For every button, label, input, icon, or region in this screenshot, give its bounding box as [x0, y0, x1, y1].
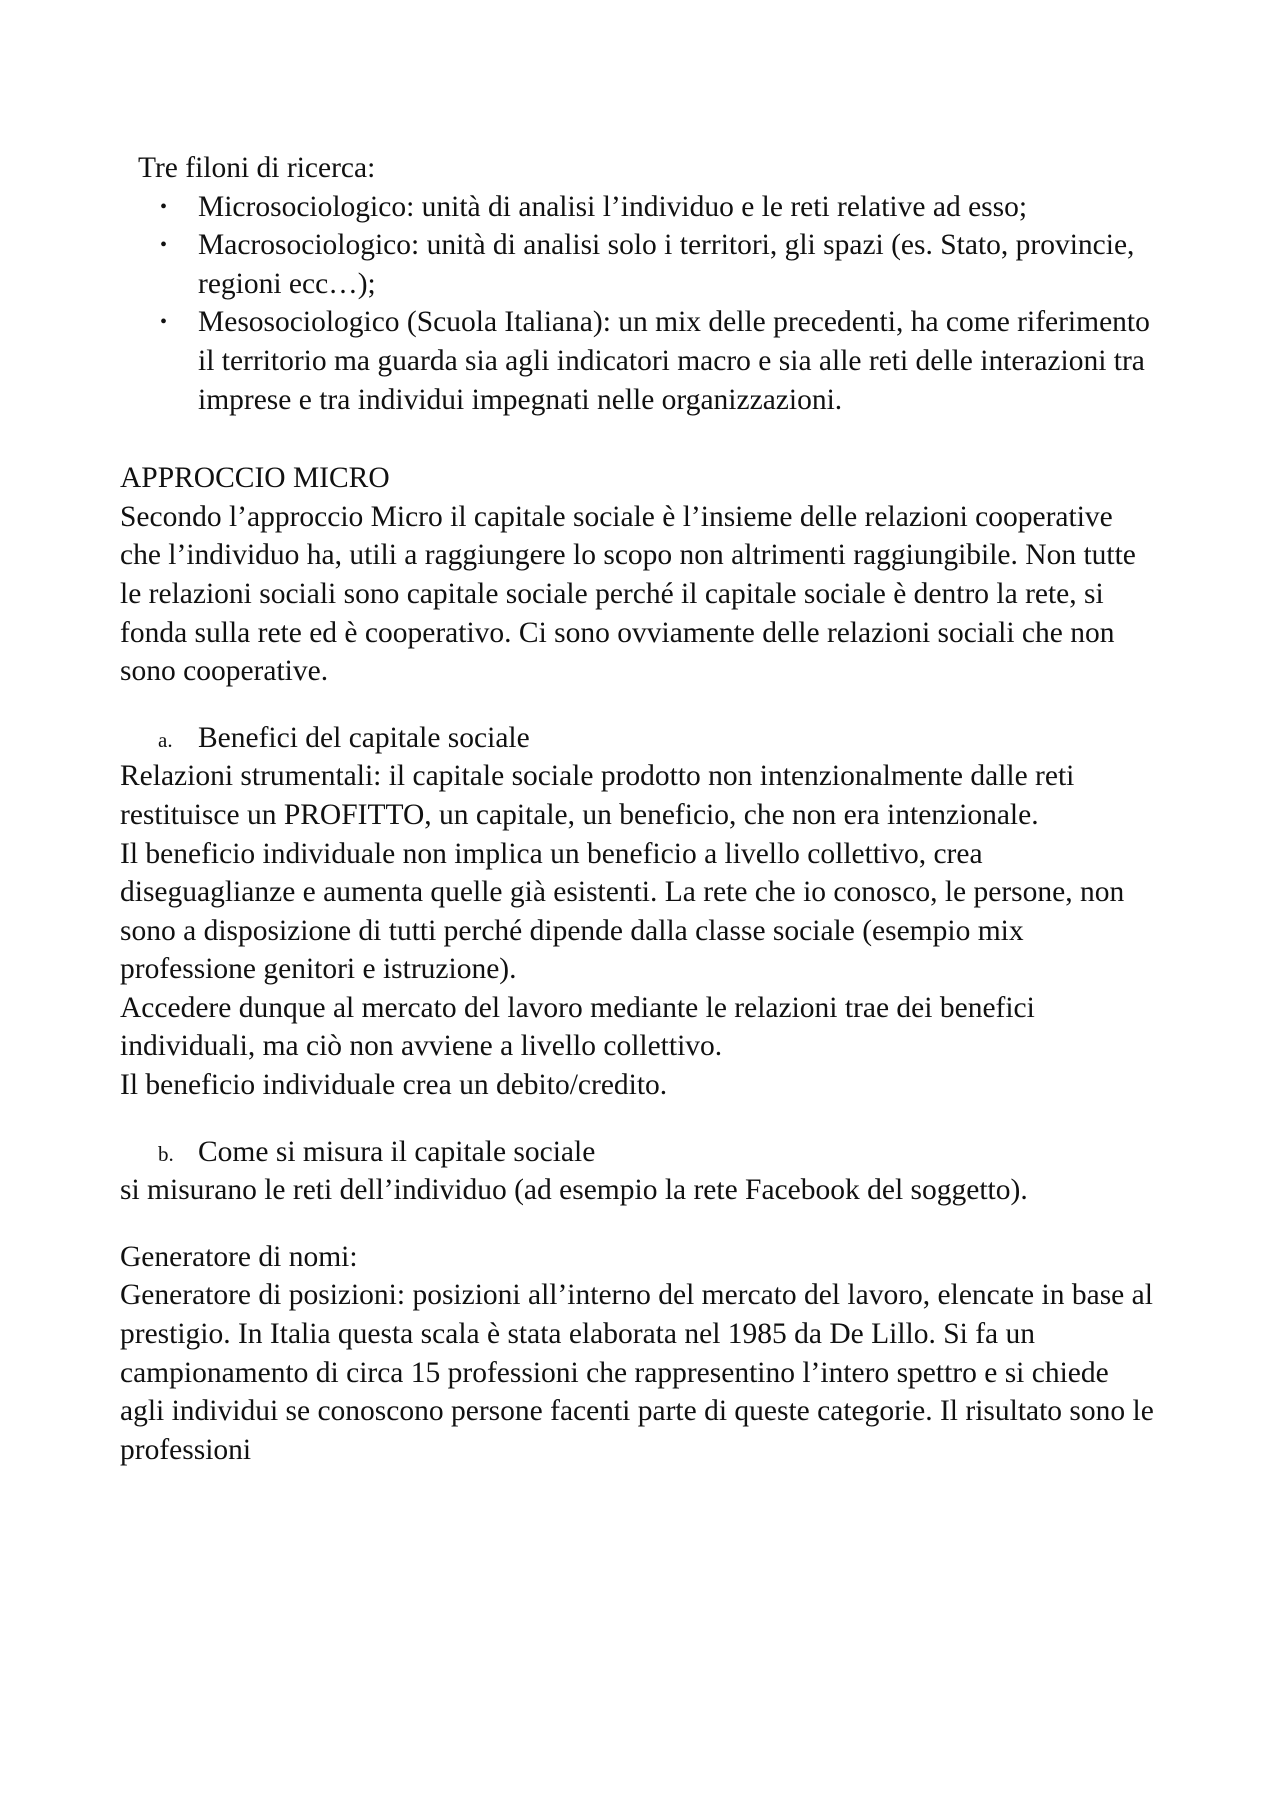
bullet-icon: • — [160, 195, 168, 218]
subsection-b-title: Come si misura il capitale sociale — [198, 1135, 596, 1168]
subsection-a-heading — [120, 719, 1160, 758]
paragraph: Accedere dunque al mercato del lavoro mediante le relazioni trae dei benefici individuali, ma ciò non avviene a livello collettivo. — [120, 991, 1035, 1063]
position-generator-paragraph: Generatore di posizioni: posizioni all’interno del mercato del lavoro, elencate in base al prestigio. In Italia questa scala è stata elaborata nel 1985 da De Lillo. Si fa un campionamento di circa 15 professioni che rappresentino l’intero spettro e si chiede agli individui se conoscono persone facenti parte di queste categorie. Il risultato sono le professioni — [120, 1279, 1154, 1466]
list-item-text: Mesosociologico (Scuola Italiana): un mix delle precedenti, ha come riferimento il territorio ma guarda sia agli indicatori macro e sia alle reti delle interazioni tra imprese e tra individui impegnati nelle organizzazioni. — [198, 306, 1150, 416]
section-heading: APPROCCIO MICRO — [120, 462, 390, 495]
bullet-icon: • — [160, 311, 168, 334]
paragraph: Relazioni strumentali: il capitale sociale prodotto non intenzionalmente dalle reti restituisce un PROFITTO, un capitale, un beneficio, che non era intenzionale. — [120, 760, 1075, 831]
subsection-a-marker: a. — [158, 727, 173, 752]
list-item-text: Macrosociologico: unità di analisi solo i territori, gli spazi (es. Stato, provincie, regioni ecc…); — [198, 229, 1135, 300]
intro-line: Tre filoni di ricerca: — [138, 152, 376, 184]
paragraph: si misurano le reti dell’individuo (ad esempio la rete Facebook del soggetto). — [120, 1174, 1028, 1207]
list-item — [120, 226, 1160, 303]
subsection-b-heading — [120, 1133, 1160, 1172]
subsection-a-title: Benefici del capitale sociale — [198, 721, 530, 754]
section-paragraph: Secondo l’approccio Micro il capitale sociale è l’insieme delle relazioni cooperative che l’individuo ha, utili a raggiungere lo scopo non altrimenti raggiungibile. Non tutte le relazioni sociali sono capitale sociale perché il capitale sociale è dentro la rete, si fonda sulla rete ed è cooperativo. Ci sono ovviamente delle relazioni sociali che non sono cooperative. — [120, 500, 1136, 688]
list-item — [120, 188, 1160, 227]
list-item — [120, 303, 1160, 419]
research-strands-list — [120, 188, 1160, 420]
document-page — [120, 149, 1160, 1469]
subsection-b-marker: b. — [158, 1141, 174, 1166]
list-item-text: Microsociologico: unità di analisi l’individuo e le reti relative ad esso; — [198, 190, 1028, 223]
bullet-icon: • — [160, 234, 168, 257]
paragraph: Il beneficio individuale non implica un beneficio a livello collettivo, crea diseguaglianze e aumenta quelle già esistenti. La rete che io conosco, le persone, non sono a disposizione di tutti perché dipende dalla classe sociale (esempio mix professione genitori e istruzione). — [120, 837, 1125, 986]
name-generator-line: Generatore di nomi: — [120, 1240, 358, 1273]
paragraph: Il beneficio individuale crea un debito/credito. — [120, 1069, 668, 1102]
